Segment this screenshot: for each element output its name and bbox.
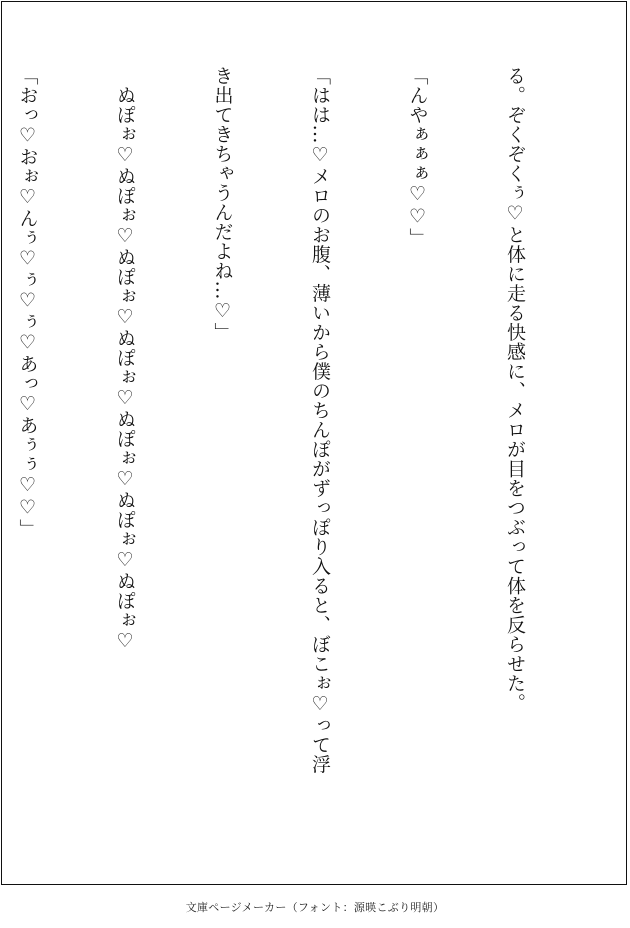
footer-caption: 文庫ページメーカー（フォント：源暎こぶり明朝） bbox=[185, 901, 445, 914]
vertical-text-body bbox=[0, 66, 596, 806]
text-line: 「はは…♡メロのお腹、薄いから僕のちんぽがずっぽり入ると、ぼこぉ♡って浮 bbox=[309, 66, 331, 774]
text-line: き出てきちゃうんだよね…♡」 bbox=[211, 66, 234, 342]
text-line: 「おっ♡おぉ♡んぅ♡ぅ♡ぅ♡あっ♡あぅぅ♡♡」 bbox=[16, 66, 39, 539]
text-line: ぬぽぉ♡ぬぽぉ♡ぬぽぉ♡ぬぽぉ♡ぬぽぉ♡ぬぽぉ♡ぬぽぉ♡ bbox=[114, 66, 136, 653]
page-frame bbox=[1, 1, 627, 885]
text-line: る。ぞくぞくぅ♡と体に走る快感に、メロが目をつぶって体を反らせた。 bbox=[504, 66, 526, 713]
text-line: 「んやぁぁぁ♡♡」 bbox=[406, 66, 429, 248]
